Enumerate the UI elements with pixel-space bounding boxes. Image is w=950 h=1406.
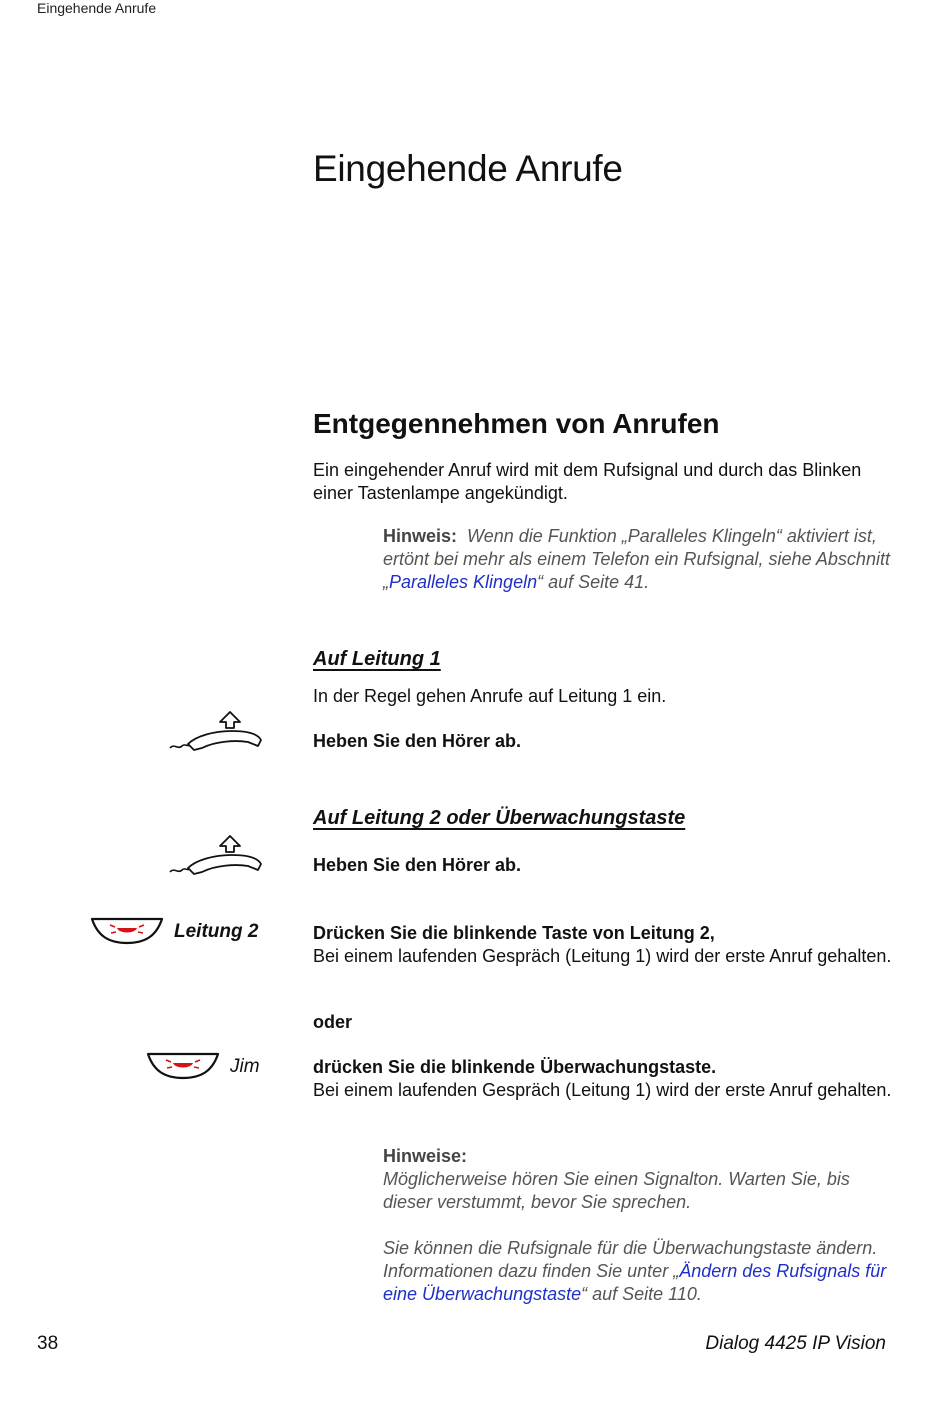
notes-text-ringsignal — [383, 1237, 893, 1306]
note-label: Hinweis: — [383, 526, 458, 546]
subheading-line1: Auf Leitung 1 — [313, 648, 441, 670]
press-line2-instruction: Drücken Sie die blinkende Taste von Leitung 2, — [313, 923, 715, 943]
link-aendern-rufsignal[interactable]: Ändern des Rufsignals für eine Überwachungstaste — [383, 1261, 887, 1304]
key-label-leitung2: Leitung 2 — [174, 921, 259, 942]
key-label-jim: Jim — [230, 1056, 260, 1077]
note-text-before: Wenn die Funktion „Paralleles Klingeln“ aktiviert ist, ertönt bei mehr als einem Telefon ein Rufsignal, siehe Abschnitt „ — [383, 526, 890, 592]
notes-text2-before: Sie können die Rufsignale für die Überwachungstaste ändern. Informationen dazu finden Sie unter „ — [383, 1238, 878, 1281]
line2-step-lift: Heben Sie den Hörer ab. — [313, 855, 522, 875]
notes-text2-after: “ auf Seite 110. — [581, 1284, 702, 1304]
flashing-key-icon — [146, 1050, 220, 1082]
running-header: Eingehende Anrufe — [37, 0, 157, 16]
section-title: Entgegennehmen von Anrufen — [313, 408, 720, 439]
line1-text: In der Regel gehen Anrufe auf Leitung 1 ein. — [313, 686, 667, 706]
link-paralleles-klingeln[interactable]: Paralleles Klingeln — [389, 572, 538, 592]
notes-text-signal: Möglicherweise hören Sie einen Signalton. Warten Sie, bis dieser verstummt, bevor Sie sprechen. — [383, 1169, 850, 1212]
product-name: Dialog 4425 IP Vision — [705, 1333, 886, 1354]
line2-step-press-line2 — [313, 922, 893, 968]
line2-step-press-monitor — [313, 1056, 893, 1102]
chapter-title: Eingehende Anrufe — [313, 148, 623, 189]
notes-block — [383, 1145, 893, 1306]
line1-step-lift: Heben Sie den Hörer ab. — [313, 731, 522, 751]
notes-label: Hinweise: — [383, 1146, 468, 1166]
handset-lift-icon — [168, 710, 266, 754]
handset-lift-icon — [168, 834, 266, 878]
page-number: 38 — [37, 1333, 59, 1354]
press-line2-detail: Bei einem laufenden Gespräch (Leitung 1) wird der erste Anruf gehalten. — [313, 946, 892, 966]
note-parallel-ringing — [383, 525, 893, 594]
press-monitor-detail: Bei einem laufenden Gespräch (Leitung 1) wird der erste Anruf gehalten. — [313, 1080, 892, 1100]
note-text-after: “ auf Seite 41. — [537, 572, 650, 592]
subheading-line2: Auf Leitung 2 oder Überwachungstaste — [313, 807, 686, 829]
section-intro: Ein eingehender Anruf wird mit dem Rufsignal und durch das Blinken einer Tastenlampe angekündigt. — [313, 460, 862, 503]
flashing-key-icon — [90, 915, 164, 947]
or-separator: oder — [313, 1012, 353, 1032]
press-monitor-instruction: drücken Sie die blinkende Überwachungstaste. — [313, 1057, 717, 1077]
